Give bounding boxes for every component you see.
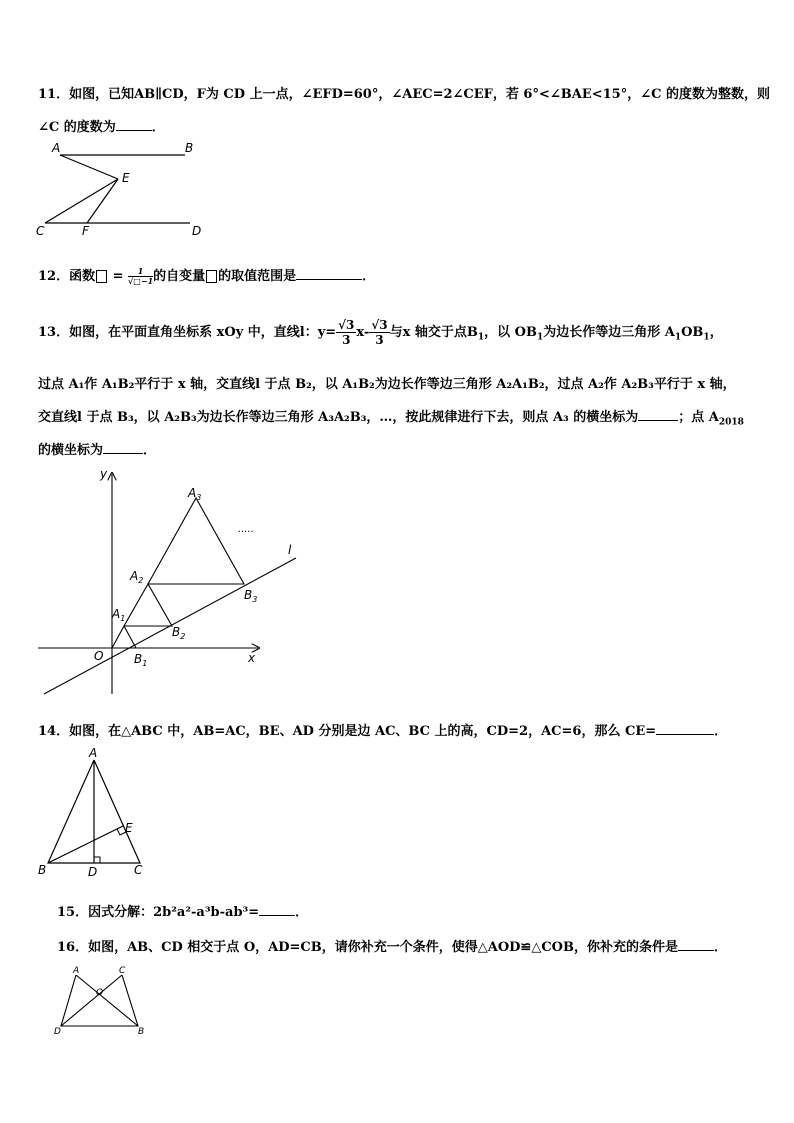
q13-label-x: x	[248, 651, 256, 665]
q15-answer-blank[interactable]	[259, 903, 295, 916]
q11-line1: 11．如图，已知AB∥CD，F为 CD 上一点，∠EFD=60°，∠AEC=2∠CEF，若 6°<∠BAE<15°，∠C 的度数为整数，则	[38, 87, 770, 102]
q13-frac-2: $\frac{√3}{3}$	[371, 318, 388, 347]
q11-figure	[30, 138, 210, 246]
q13-label-a3: $A_3$	[188, 486, 202, 502]
q16-label-c: C	[119, 966, 126, 976]
q13-label-a1: $A_1$	[112, 607, 126, 623]
q13-line1: 13．如图，在平面直角坐标系 xOy 中，直线l：y= $\frac{√3}{3}$ x- $\frac{√3}{3}$ 与x 轴交于点$B_1$，以 $OB_1$为边长作等边三角形 $A_1OB_1$，	[38, 318, 723, 347]
q16-label-d: D	[54, 1027, 61, 1037]
q13-label-b1: $B_1$	[134, 652, 148, 668]
q11-label-b: B	[185, 141, 194, 155]
q14-figure	[32, 746, 162, 884]
q12-answer-blank[interactable]	[296, 267, 362, 280]
q11-line2: ∠C 的度数为 ．	[38, 120, 165, 135]
q13-answer-blank-2[interactable]	[103, 441, 143, 454]
q13-label-dots: .....	[238, 524, 254, 535]
q14-answer-blank[interactable]	[656, 722, 714, 735]
q14-label-b: B	[38, 863, 47, 877]
q11-label-c: C	[36, 224, 45, 238]
q11-label-d: D	[192, 224, 202, 238]
q16-label-b: B	[138, 1027, 145, 1037]
q16-label-a: A	[73, 966, 80, 976]
q13-label-b3: $B_3$	[244, 588, 258, 604]
q14-label-a: A	[89, 746, 98, 760]
q14-label-e: E	[125, 821, 133, 835]
q13-line2: 过点 A₁作 A₁B₂平行于 x 轴，交直线l 于点 B₂，以 A₁B₂为边长作等边三角形 A₂A₁B₂，过点 A₂作 A₂B₃平行于 x 轴，	[38, 377, 736, 392]
q16-line: 16．如图，AB、CD 相交于点 O，AD=CB，请你补充一个条件，使得△AOD≌△COB，你补充的条件是 ．	[57, 940, 727, 955]
q12-line: 12．函数 = $\frac{1}{√□-1}$的自变量 的取值范围是 ．	[38, 266, 376, 286]
q15-line: 15．因式分解：2b²a²-a³b-ab³= ．	[57, 905, 309, 920]
q13-answer-blank-1[interactable]	[638, 408, 678, 421]
q11-label-a: A	[52, 141, 61, 155]
q13-label-b2: $B_2$	[172, 625, 186, 641]
q12-fraction: $\frac{1}{√□-1}$	[128, 266, 154, 286]
q13-label-a2: $A_2$	[130, 569, 144, 585]
q14-line: 14．如图，在△ABC 中，AB=AC，BE、AD 分别是边 AC、BC 上的高，CD=2，AC=6，那么 CE= ．	[38, 724, 728, 739]
q13-label-y: y	[100, 467, 108, 481]
q12-placeholder-box-2	[206, 270, 217, 283]
q11-answer-blank[interactable]	[116, 118, 152, 131]
q16-figure	[52, 962, 152, 1042]
q13-label-l: l	[288, 543, 292, 557]
q13-line4: 的横坐标为 ．	[38, 443, 157, 458]
q11-label-f: F	[82, 224, 89, 238]
q16-answer-blank[interactable]	[678, 938, 714, 951]
q13-label-o: O	[94, 649, 104, 663]
q14-label-d: D	[88, 865, 98, 879]
q14-label-c: C	[134, 863, 143, 877]
q16-label-o: O	[96, 988, 104, 998]
q13-frac-1: $\frac{√3}{3}$	[338, 318, 355, 347]
q12-placeholder-box	[96, 270, 107, 283]
q13-line3: 交直线l 于点 B₃，以 A₂B₃为边长作等边三角形 A₃A₂B₃，…，按此规律进行下去，则点 A₃ 的横坐标为 ；点 $A_{2018}$	[38, 410, 744, 428]
q11-label-e: E	[122, 171, 130, 185]
q13-figure	[30, 462, 320, 706]
